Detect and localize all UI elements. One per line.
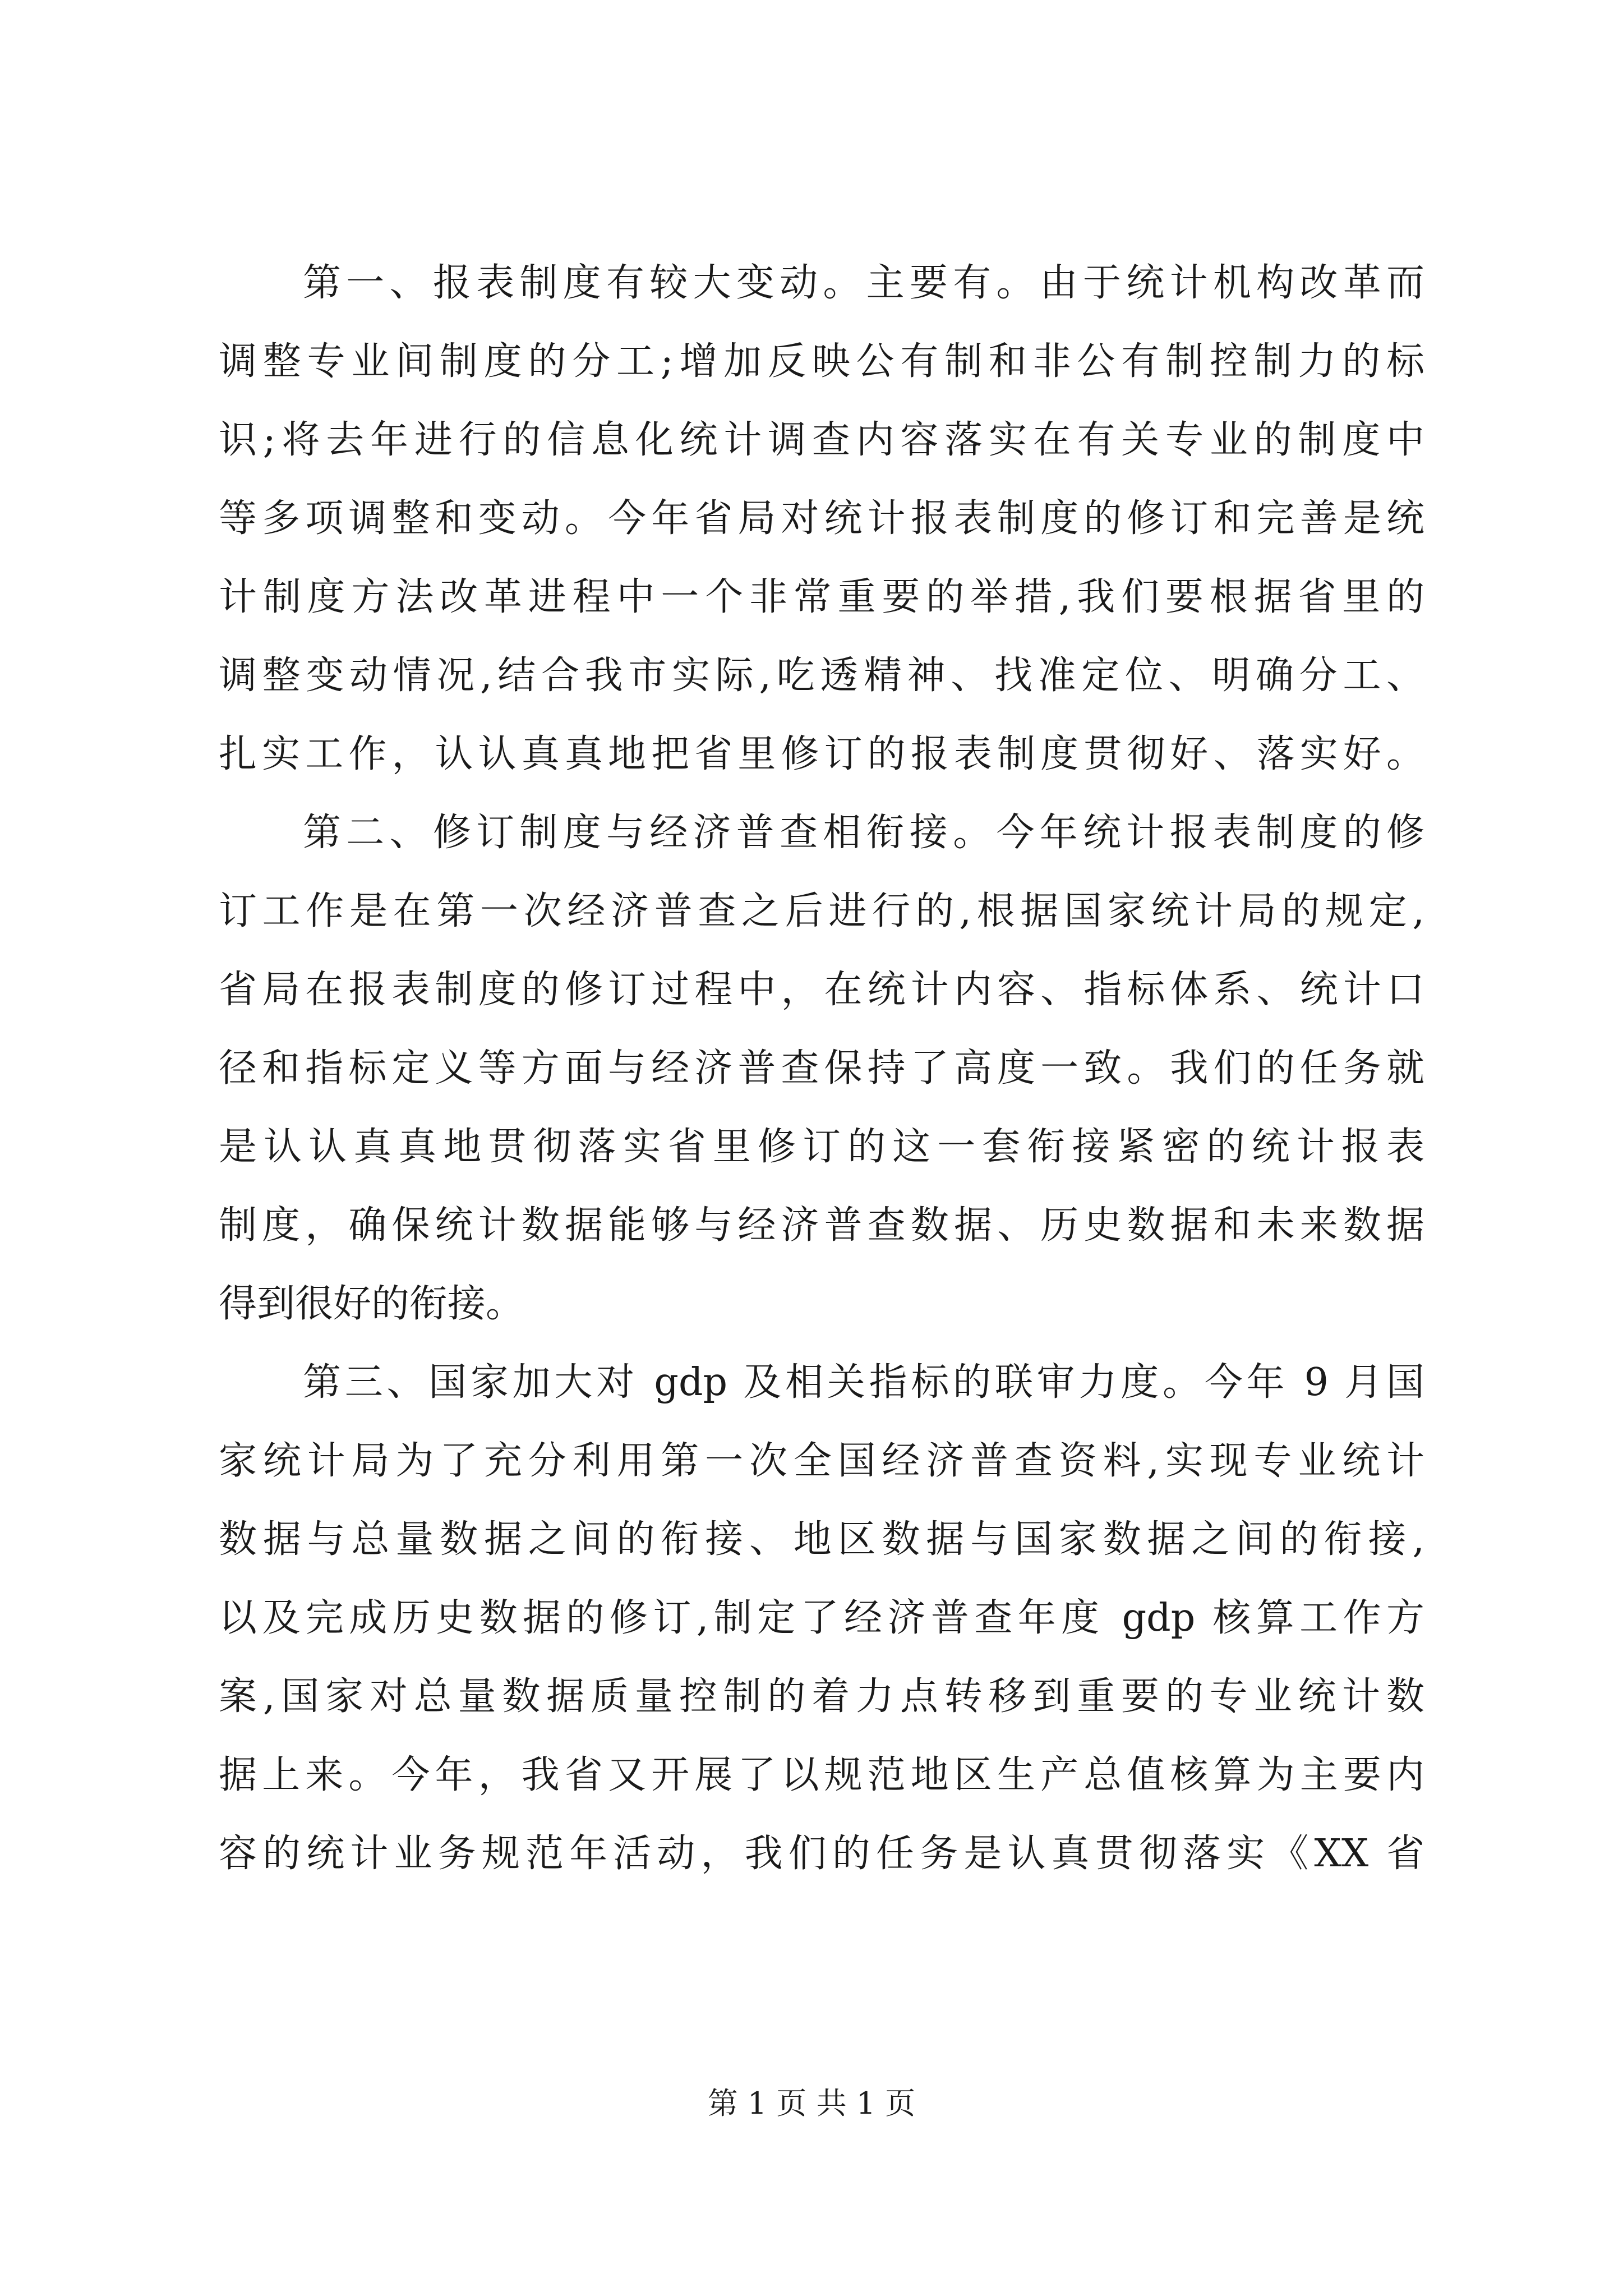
- paragraph-2-line-3: 省局在报表制度的修订过程中，在统计内容、指标体系、统计口: [219, 968, 1424, 1012]
- paragraph-1-line-1: 第一、报表制度有较大变动。主要有。由于统计机构改革而: [303, 261, 1424, 305]
- paragraph-2-line-6: 制度，确保统计数据能够与经济普查数据、历史数据和未来数据: [219, 1203, 1424, 1248]
- paragraph-1-line-4: 等多项调整和变动。今年省局对统计报表制度的修订和完善是统: [219, 496, 1424, 541]
- page-footer: 第 1 页 共 1 页: [707, 2086, 916, 2121]
- paragraph-1-line-6: 调整变动情况,结合我市实际,吃透精神、找准定位、明确分工、: [219, 654, 1424, 698]
- paragraph-1-line-7: 扎实工作，认认真真地把省里修订的报表制度贯彻好、落实好。: [219, 732, 1424, 776]
- paragraph-3-line-1: 第三、国家加大对 gdp 及相关指标的联审力度。今年 9 月国: [303, 1360, 1424, 1405]
- paragraph-3-line-7: 容的统计业务规范年活动，我们的任务是认真贯彻落实《XX 省: [219, 1832, 1424, 1876]
- paragraph-1-line-3: 识;将去年进行的信息化统计调查内容落实在有关专业的制度中: [219, 418, 1424, 462]
- paragraph-3-line-4: 以及完成历史数据的修订,制定了经济普查年度 gdp 核算工作方: [219, 1596, 1424, 1640]
- paragraph-2-line-5: 是认认真真地贯彻落实省里修订的这一套衔接紧密的统计报表: [219, 1125, 1424, 1169]
- paragraph-2-line-4: 径和指标定义等方面与经济普查保持了高度一致。我们的任务就: [219, 1046, 1424, 1091]
- paragraph-3-line-2: 家统计局为了充分利用第一次全国经济普查资料,实现专业统计: [219, 1439, 1424, 1483]
- paragraph-2-line-1: 第二、修订制度与经济普查相衔接。今年统计报表制度的修: [303, 811, 1424, 855]
- paragraph-1-line-2: 调整专业间制度的分工;增加反映公有制和非公有制控制力的标: [219, 339, 1424, 384]
- paragraph-2-line-2: 订工作是在第一次经济普查之后进行的,根据国家统计局的规定,: [219, 889, 1424, 933]
- paragraph-2-line-7: 得到很好的衔接。: [219, 1282, 524, 1326]
- paragraph-3-line-5: 案,国家对总量数据质量控制的着力点转移到重要的专业统计数: [219, 1674, 1424, 1719]
- paragraph-3-line-6: 据上来。今年，我省又开展了以规范地区生产总值核算为主要内: [219, 1753, 1424, 1797]
- paragraph-1-line-5: 计制度方法改革进程中一个非常重要的举措,我们要根据省里的: [219, 575, 1424, 619]
- paragraph-3-line-3: 数据与总量数据之间的衔接、地区数据与国家数据之间的衔接,: [219, 1517, 1424, 1562]
